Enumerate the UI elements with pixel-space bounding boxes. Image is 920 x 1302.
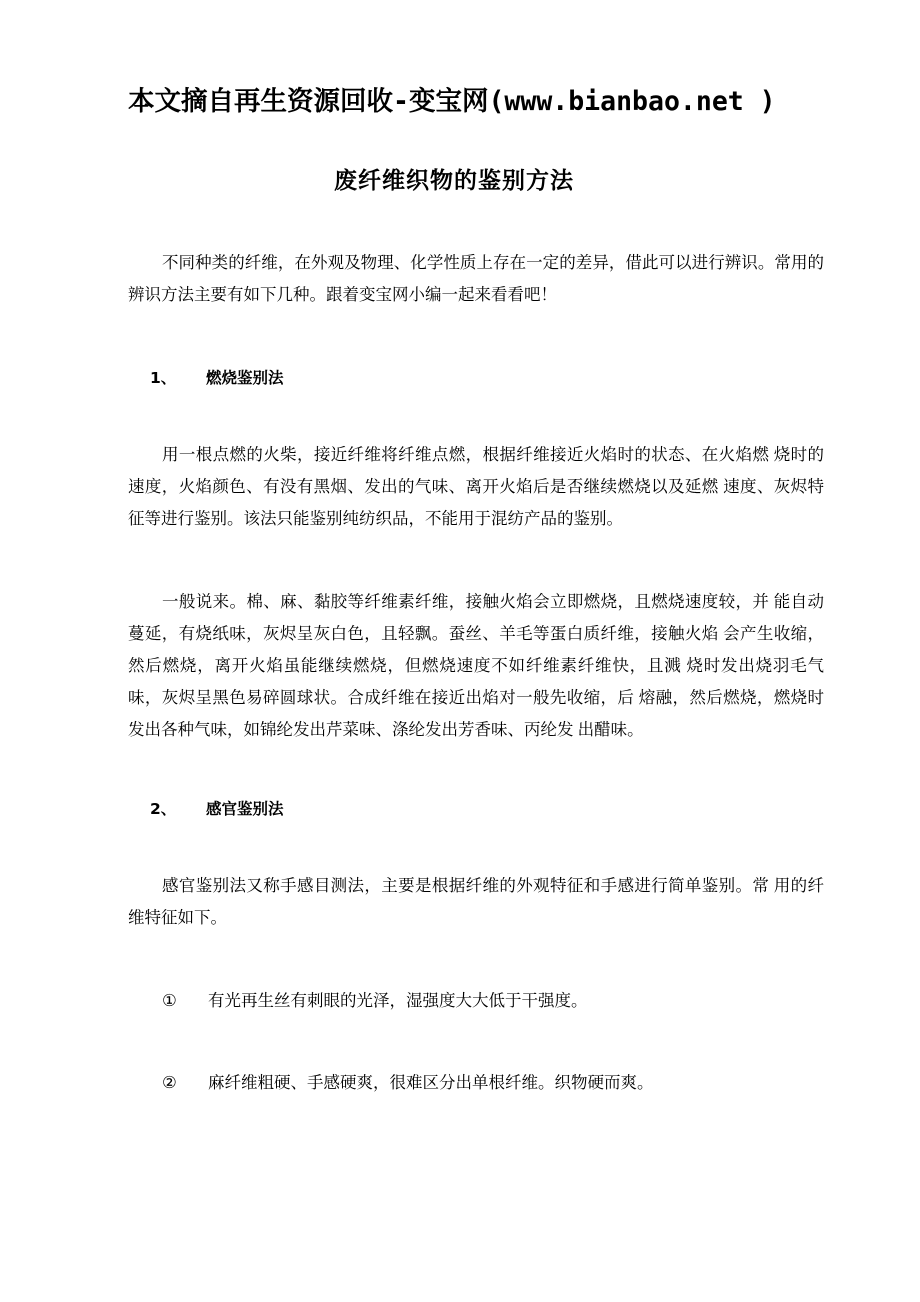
spacer	[128, 766, 824, 796]
spacer	[128, 846, 824, 870]
spacer	[128, 955, 824, 985]
spacer	[128, 331, 824, 365]
spacer	[128, 556, 824, 586]
list-marker-2: ②	[162, 1072, 177, 1092]
section-title-2: 感官鉴别法	[206, 800, 284, 819]
section-heading-2	[128, 796, 824, 824]
page-title: 废纤维织物的鉴别方法	[334, 167, 574, 194]
intro-paragraph: 不同种类的纤维，在外观及物理、化学性质上存在一定的差异，借此可以进行辨识。常用的辨识方法主要有如下几种。跟着变宝网小编一起来看看吧！	[128, 252, 824, 304]
list-text-1: 有光再生丝有刺眼的光泽，湿强度大大低于干强度。	[208, 990, 588, 1010]
section-heading-1	[128, 365, 824, 393]
section-1-paragraph-2: 一般说来。棉、麻、黏胶等纤维素纤维，接触火焰会立即燃烧，且燃烧速度较，并 能自动蔓延，有烧纸味，灰烬呈灰白色，且轻飘。蚕丝、羊毛等蛋白质纤维，接触火焰 会产生收缩，然后燃烧，离开火焰虽能继续燃烧，但燃烧速度不如纤维素纤维快，且溅 烧时发出烧羽毛气味，灰烬呈黑色易碎圆球状。合成纤维在接近出焰对一般先收缩，后 熔融，然后燃烧，燃烧时发出各种气味，如锦纶发出芹菜味、涤纶发出芳香味、丙纶发 出醋味。	[128, 591, 824, 740]
section-title-1: 燃烧鉴别法	[206, 369, 284, 388]
spacer	[128, 415, 824, 439]
section-2-paragraph-1: 感官鉴别法又称手感目测法，主要是根据纤维的外观特征和手感进行简单鉴别。常 用的纤维特征如下。	[128, 876, 824, 928]
section-number-1: 1、	[150, 369, 177, 388]
document-source-header: 本文摘自再生资源回收-变宝网(www.bianbao.net )	[128, 86, 776, 117]
list-item	[128, 985, 824, 1017]
spacer	[128, 1037, 824, 1067]
list-text-2: 麻纤维粗硬、手感硬爽，很难区分出单根纤维。织物硬而爽。	[208, 1072, 654, 1092]
list-item	[128, 1067, 824, 1099]
list-marker-1: ①	[162, 990, 177, 1010]
section-number-2: 2、	[150, 800, 177, 819]
section-1-paragraph-1: 用一根点燃的火柴，接近纤维将纤维点燃，根据纤维接近火焰时的状态、在火焰燃 烧时的速度，火焰颜色、有没有黑烟、发出的气味、离开火焰后是否继续燃烧以及延燃 速度、灰烬特征等进行鉴别。该法只能鉴别纯纺织品，不能用于混纺产品的鉴别。	[128, 445, 824, 529]
